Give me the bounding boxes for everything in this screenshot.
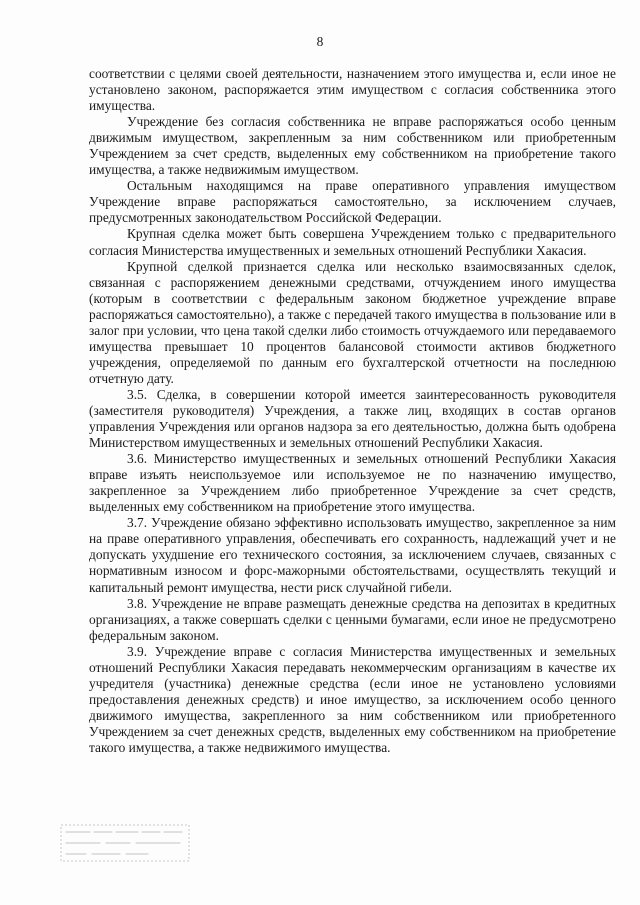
paragraph: 3.7. Учреждение обязано эффективно использовать имущество, закрепленное за ним на праве оперативного управления, обеспечивать его сохранность, надлежащий учет и не допускать ухудшение его технического состояния, за исключением случаев, связанных с нормативным износом и форс-мажорными обстоятельствами, осуществлять текущий и капитальный ремонт имущества, нести риск случайной гибели. [89,515,616,595]
paragraph: 3.9. Учреждение вправе с согласия Министерства имущественных и земельных отношений Республики Хакасия передавать некоммерческим организациям в качестве их учредителя (участника) денежные средства (если иное не установлено условиями предоставления денежных средств) и иное имущество, за исключением особо ценного движимого имущества, закрепленного за ним собственником или приобретенного Учреждением за счет денежных средств, выделенных ему собственником на приобретение такого имущества, а также недвижимого имущества. [89,643,616,755]
paragraph: 3.5. Сделка, в совершении которой имеется заинтересованность руководителя (заместителя руководителя) Учреждения, а также лиц, входящих в состав органов управления Учреждения или органов надзора за его деятельностью, должна быть одобрена Министерством имущественных и земельных отношений Республики Хакасия. [89,386,616,451]
paragraph: 3.6. Министерство имущественных и земельных отношений Республики Хакасия вправе изъять неиспользуемое или используемое не по назначению имущество, закрепленное за Учреждением либо приобретенное Учреждение за счет средств, выделенных ему собственником на приобретение этого имущества. [89,451,616,515]
paragraph: Остальным находящимся на праве оперативного управления имуществом Учреждение вправе распоряжаться самостоятельно, за исключением случаев, предусмотренных законодательством Российской Федерации. [89,178,616,226]
page-number: 8 [316,34,324,49]
faded-stamp [60,824,190,862]
paragraph: Крупной сделкой признается сделка или несколько взаимосвязанных сделок, связанная с распоряжением денежными средствами, отчуждением иного имущества (которым в соответствии с федеральным законом бюджетное учреждение вправе распоряжаться самостоятельно), а также с передачей такого имущества в пользование или в залог при условии, что цена такой сделки либо стоимость отчуждаемого или передаваемого имущества превышает 10 процентов балансовой стоимости активов бюджетного учреждения, определяемой по данным его бухгалтерской отчетности на последнюю отчетную дату. [89,258,616,386]
paragraph: соответствии с целями своей деятельности, назначением этого имущества и, если иное не установлено законом, распоряжается этим имуществом с согласия собственника этого имущества. [89,66,616,114]
paragraph: 3.8. Учреждение не вправе размещать денежные средства на депозитах в кредитных организациях, а также совершать сделки с ценными бумагами, если иное не предусмотрено федеральным законом. [89,595,616,643]
paragraph: Учреждение без согласия собственника не вправе распоряжаться особо ценным движимым имуществом, закрепленным за ним собственником или приобретенным Учреждением за счет средств, выделенных ему собственником на приобретение такого имущества, а также недвижимым имуществом. [89,114,616,178]
paragraph: Крупная сделка может быть совершена Учреждением только с предварительного согласия Министерства имущественных и земельных отношений Республики Хакасия. [89,226,616,258]
document-body [89,66,616,756]
